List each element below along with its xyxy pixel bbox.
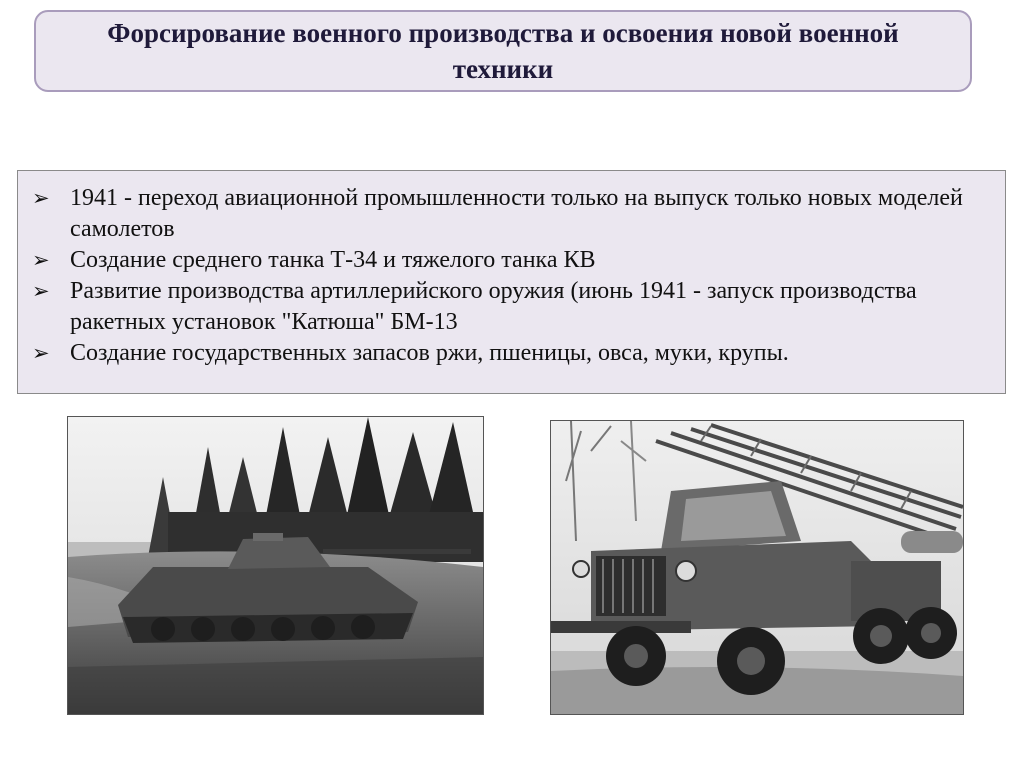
- arrow-bullet-icon: ➢: [32, 341, 50, 365]
- bullet-item: [32, 338, 991, 369]
- arrow-bullet-icon: ➢: [32, 279, 50, 303]
- bullet-list: [32, 183, 991, 369]
- tank-t34-photo: [67, 416, 484, 715]
- katyusha-bm13-truck-photo: [550, 420, 964, 715]
- truck-photo-icon: [551, 421, 963, 714]
- bullet-item: [32, 276, 991, 338]
- bullet-panel: [17, 170, 1006, 394]
- title-banner: [34, 10, 972, 92]
- bullet-text: Создание среднего танка Т-34 и тяжелого танка КВ: [70, 247, 596, 273]
- slide-title: Форсирование военного производства и освоения новой военной техники: [107, 18, 899, 84]
- bullet-item: [32, 183, 991, 245]
- arrow-bullet-icon: ➢: [32, 248, 50, 272]
- bullet-text: Развитие производства артиллерийского оружия (июнь 1941 - запуск производства ракетных установок "Катюша" БМ-13: [70, 278, 917, 335]
- bullet-text: Создание государственных запасов ржи, пшеницы, овса, муки, крупы.: [70, 340, 789, 366]
- arrow-bullet-icon: ➢: [32, 186, 50, 210]
- tank-photo-icon: [68, 417, 483, 714]
- bullet-item: [32, 245, 991, 276]
- bullet-text: 1941 - переход авиационной промышленности только на выпуск только новых моделей самолетов: [70, 185, 963, 242]
